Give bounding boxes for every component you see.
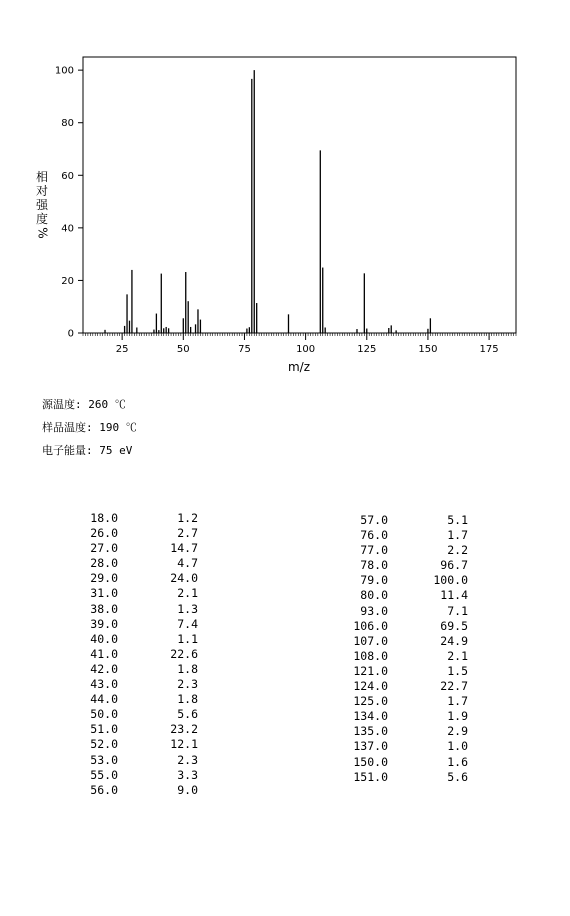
mz-value: 26.0 bbox=[90, 526, 118, 541]
abundance-value: 11.4 bbox=[440, 588, 468, 603]
mz-value: 50.0 bbox=[90, 707, 118, 722]
mz-value: 93.0 bbox=[360, 603, 388, 618]
abundance-value: 1.8 bbox=[177, 661, 198, 676]
x-tick-label: 125 bbox=[357, 344, 377, 355]
x-tick-label: 25 bbox=[115, 344, 129, 355]
table-row bbox=[330, 664, 470, 679]
mz-value: 80.0 bbox=[360, 588, 388, 603]
abundance-value: 69.5 bbox=[440, 618, 468, 633]
table-row bbox=[60, 541, 200, 556]
mz-value: 43.0 bbox=[90, 677, 118, 692]
table-row bbox=[330, 755, 470, 770]
mz-value: 125.0 bbox=[353, 694, 388, 709]
table-row bbox=[60, 632, 200, 647]
source-temperature: 源温度: 260 ℃ bbox=[42, 398, 126, 411]
abundance-value: 2.2 bbox=[447, 543, 468, 558]
abundance-value: 2.3 bbox=[177, 752, 198, 767]
y-tick-label: 0 bbox=[67, 328, 74, 340]
abundance-value: 100.0 bbox=[433, 573, 468, 588]
table-row bbox=[60, 586, 200, 601]
table-row bbox=[60, 556, 200, 571]
table-row bbox=[60, 783, 200, 798]
table-row bbox=[60, 526, 200, 541]
x-tick-label: 75 bbox=[238, 344, 251, 355]
mz-value: 150.0 bbox=[353, 754, 388, 769]
mz-value: 124.0 bbox=[353, 679, 388, 694]
sample-temperature: 样品温度: 190 ℃ bbox=[42, 421, 137, 434]
table-row bbox=[330, 694, 470, 709]
table-row bbox=[60, 722, 200, 737]
abundance-value: 5.6 bbox=[447, 769, 468, 784]
y-axis-ticks bbox=[55, 66, 83, 340]
mz-value: 79.0 bbox=[360, 573, 388, 588]
mz-value: 107.0 bbox=[353, 633, 388, 648]
table-row bbox=[330, 543, 470, 558]
mz-value: 108.0 bbox=[353, 648, 388, 663]
table-row bbox=[330, 679, 470, 694]
mass-spectrum-chart bbox=[0, 0, 570, 380]
table-row bbox=[330, 513, 470, 528]
abundance-value: 9.0 bbox=[177, 782, 198, 797]
table-row bbox=[330, 724, 470, 739]
table-row bbox=[330, 649, 470, 664]
y-axis-title-char: 强 bbox=[36, 198, 49, 212]
abundance-value: 1.8 bbox=[177, 692, 198, 707]
mz-value: 51.0 bbox=[90, 722, 118, 737]
abundance-value: 2.3 bbox=[177, 677, 198, 692]
abundance-value: 23.2 bbox=[170, 722, 198, 737]
abundance-value: 2.1 bbox=[177, 586, 198, 601]
y-tick-label: 80 bbox=[61, 118, 74, 130]
mz-value: 31.0 bbox=[90, 586, 118, 601]
abundance-value: 1.7 bbox=[447, 694, 468, 709]
table-row bbox=[60, 571, 200, 586]
abundance-value: 24.0 bbox=[170, 571, 198, 586]
peak-table-right bbox=[330, 513, 470, 785]
mz-value: 77.0 bbox=[360, 543, 388, 558]
mz-value: 151.0 bbox=[353, 769, 388, 784]
table-row bbox=[330, 573, 470, 588]
abundance-value: 7.1 bbox=[447, 603, 468, 618]
mz-value: 56.0 bbox=[90, 782, 118, 797]
table-row bbox=[330, 604, 470, 619]
table-row bbox=[330, 619, 470, 634]
abundance-value: 7.4 bbox=[177, 616, 198, 631]
mz-value: 18.0 bbox=[90, 511, 118, 525]
plot-frame bbox=[83, 57, 516, 333]
mz-value: 57.0 bbox=[360, 513, 388, 527]
y-axis-title-char: 对 bbox=[36, 184, 49, 198]
table-row bbox=[60, 753, 200, 768]
mz-value: 76.0 bbox=[360, 528, 388, 543]
x-tick-label: 175 bbox=[479, 344, 499, 355]
x-tick-label: 150 bbox=[418, 344, 438, 355]
abundance-value: 22.7 bbox=[440, 679, 468, 694]
y-tick-label: 100 bbox=[54, 65, 74, 77]
abundance-value: 14.7 bbox=[170, 541, 198, 556]
y-axis-title-char: 度 bbox=[36, 212, 49, 226]
mz-value: 27.0 bbox=[90, 541, 118, 556]
y-tick-label: 60 bbox=[61, 170, 74, 182]
abundance-value: 1.3 bbox=[177, 601, 198, 616]
abundance-value: 24.9 bbox=[440, 633, 468, 648]
mz-value: 78.0 bbox=[360, 558, 388, 573]
table-row bbox=[60, 602, 200, 617]
spectrum-peaks bbox=[105, 70, 430, 333]
abundance-value: 1.9 bbox=[447, 709, 468, 724]
table-row bbox=[330, 558, 470, 573]
abundance-value: 1.5 bbox=[447, 663, 468, 678]
mz-value: 29.0 bbox=[90, 571, 118, 586]
abundance-value: 5.6 bbox=[177, 707, 198, 722]
mz-value: 134.0 bbox=[353, 709, 388, 724]
mz-value: 38.0 bbox=[90, 601, 118, 616]
mz-value: 121.0 bbox=[353, 663, 388, 678]
x-tick-label: 100 bbox=[296, 344, 316, 355]
abundance-value: 22.6 bbox=[170, 646, 198, 661]
y-tick-label: 20 bbox=[61, 275, 74, 287]
y-axis-title-char: % bbox=[35, 227, 50, 239]
mz-value: 52.0 bbox=[90, 737, 118, 752]
mz-value: 40.0 bbox=[90, 631, 118, 646]
x-tick-label: 50 bbox=[176, 344, 190, 355]
mz-value: 137.0 bbox=[353, 739, 388, 754]
table-row bbox=[330, 528, 470, 543]
x-axis-title: m/z bbox=[287, 360, 311, 374]
abundance-value: 5.1 bbox=[447, 513, 468, 527]
electron-energy: 电子能量: 75 eV bbox=[42, 444, 133, 457]
abundance-value: 2.1 bbox=[447, 648, 468, 663]
mz-value: 42.0 bbox=[90, 661, 118, 676]
mz-value: 39.0 bbox=[90, 616, 118, 631]
table-row bbox=[330, 588, 470, 603]
abundance-value: 12.1 bbox=[170, 737, 198, 752]
abundance-value: 1.1 bbox=[177, 631, 198, 646]
abundance-value: 1.7 bbox=[447, 528, 468, 543]
table-row bbox=[60, 768, 200, 783]
mz-value: 135.0 bbox=[353, 724, 388, 739]
mz-value: 55.0 bbox=[90, 767, 118, 782]
mz-value: 28.0 bbox=[90, 556, 118, 571]
table-row bbox=[60, 617, 200, 632]
abundance-value: 4.7 bbox=[177, 556, 198, 571]
mz-value: 41.0 bbox=[90, 646, 118, 661]
table-row bbox=[330, 739, 470, 754]
abundance-value: 2.7 bbox=[177, 526, 198, 541]
table-row bbox=[60, 647, 200, 662]
mz-value: 44.0 bbox=[90, 692, 118, 707]
abundance-value: 96.7 bbox=[440, 558, 468, 573]
abundance-value: 2.9 bbox=[447, 724, 468, 739]
table-row bbox=[60, 662, 200, 677]
mz-value: 53.0 bbox=[90, 752, 118, 767]
abundance-value: 3.3 bbox=[177, 767, 198, 782]
table-row bbox=[330, 709, 470, 724]
mz-value: 106.0 bbox=[353, 618, 388, 633]
y-axis-title-char: 相 bbox=[36, 170, 49, 184]
table-row bbox=[60, 692, 200, 707]
table-row bbox=[330, 770, 470, 785]
abundance-value: 1.6 bbox=[447, 754, 468, 769]
abundance-value: 1.0 bbox=[447, 739, 468, 754]
peak-table-left bbox=[60, 511, 200, 798]
table-row bbox=[330, 634, 470, 649]
table-row bbox=[60, 677, 200, 692]
table-row bbox=[60, 511, 200, 526]
abundance-value: 1.2 bbox=[177, 511, 198, 525]
x-axis-ticks bbox=[116, 333, 499, 355]
table-row bbox=[60, 707, 200, 722]
table-row bbox=[60, 737, 200, 752]
y-tick-label: 40 bbox=[61, 223, 74, 235]
